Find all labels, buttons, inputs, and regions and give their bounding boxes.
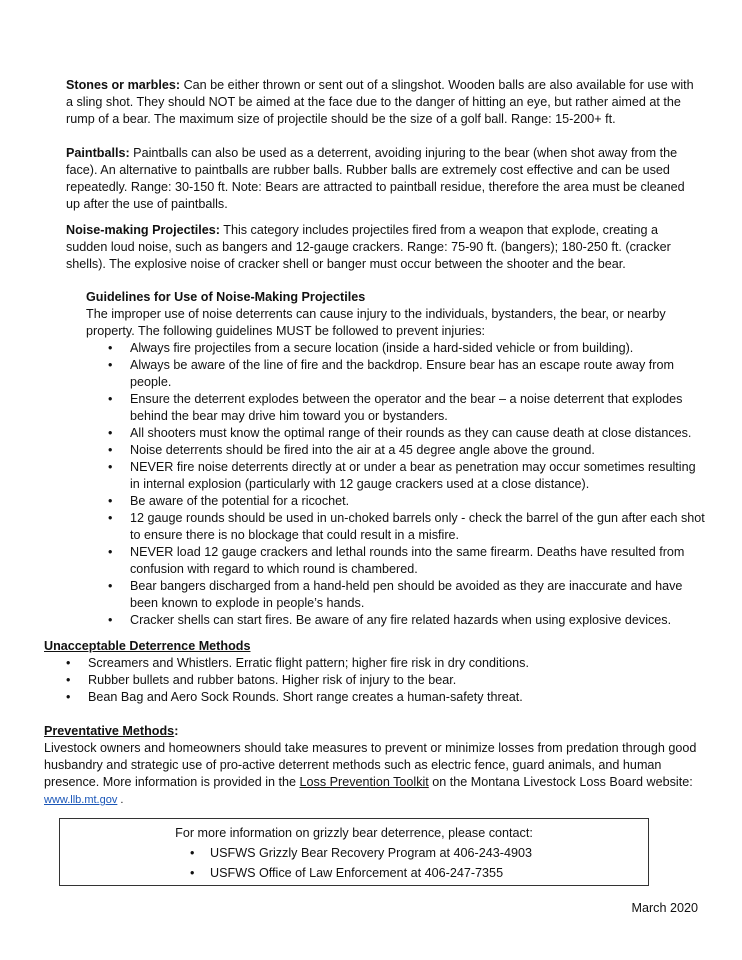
loss-prevention-toolkit-link[interactable]: Loss Prevention Toolkit (299, 775, 429, 789)
stones-text: Can be either thrown or sent out of a slingshot. Wooden balls are also available for use with a sling shot. They should NOT be aimed at the face due to the danger of hitting an eye, but rather aimed at the rump of a bear. The maximum size of projectile should be the size of a golf ball. Range: 15-200+ ft. (66, 78, 694, 126)
preventative-heading: Preventative Methods (44, 724, 175, 738)
bullet-icon: • (190, 846, 195, 860)
preventative-section (44, 723, 704, 809)
list-item-text: Bean Bag and Aero Sock Rounds. Short range creates a human-safety threat. (88, 690, 523, 704)
list-item-text: All shooters must know the optimal range of their rounds as they can cause death at close distances. (130, 426, 692, 440)
list-item (86, 544, 706, 578)
list-item (86, 391, 706, 425)
unacceptable-section (44, 638, 704, 706)
list-item (44, 655, 704, 672)
preventative-text (44, 740, 704, 809)
bullet-icon: • (66, 690, 71, 704)
website-trailing: . (117, 794, 124, 806)
contact-list (60, 845, 648, 882)
list-item (44, 672, 704, 689)
guidelines-intro: The improper use of noise deterrents can cause injury to the individuals, bystanders, the bear, or nearby property. The following guidelines MUST be followed to prevent injuries: (86, 307, 666, 338)
bullet-icon: • (66, 656, 71, 670)
bullet-icon: • (108, 341, 113, 355)
list-item (86, 442, 706, 459)
list-item (86, 357, 706, 391)
bullet-icon: • (108, 426, 113, 440)
noise-text: This category includes projectiles fired from a weapon that explode, creating a sudden loud noise, such as bangers and 12-gauge crackers. Range: 75-90 ft. (bangers); 180-250 ft. (cracker shells). The explosive noise of cracker shell or banger must occur between the shooter and the bear. (66, 223, 671, 271)
contact-item-text: USFWS Office of Law Enforcement at 406-247-7355 (210, 866, 504, 880)
list-item-text: Ensure the deterrent explodes between the operator and the bear – a noise deterrent that explodes behind the bear may drive him toward you or bystanders. (130, 392, 683, 423)
list-item-text: Screamers and Whistlers. Erratic flight pattern; higher fire risk in dry conditions. (88, 656, 529, 670)
list-item-text: Be aware of the potential for a ricochet. (130, 494, 350, 508)
list-item (86, 459, 706, 493)
list-item-text: NEVER fire noise deterrents directly at or under a bear as penetration may occur sometimes resulting in internal explosion (particularly with 12 gauge crackers used at a close distance). (130, 460, 696, 491)
list-item-text: Bear bangers discharged from a hand-held pen should be avoided as they are inaccurate and have been known to explode in people’s hands. (130, 579, 683, 610)
paintballs-text: Paintballs can also be used as a deterrent, avoiding injuring to the bear (when shot away from the face). An alternative to paintballs are rubber balls. Rubber balls are extremely cost effective and can be used repeatedly. Range: 30-150 ft. Note: Bears are attracted to paintball residue, therefore the area must be cleaned up after the use of paintballs. (66, 146, 685, 211)
bullet-icon: • (190, 866, 195, 880)
unacceptable-heading: Unacceptable Deterrence Methods (44, 639, 251, 653)
guidelines-section (86, 289, 706, 629)
guidelines-title: Guidelines for Use of Noise-Making Projectiles (86, 290, 366, 304)
noise-paragraph (66, 222, 702, 273)
bullet-icon: • (66, 673, 71, 687)
list-item-text: 12 gauge rounds should be used in un-choked barrels only - check the barrel of the gun after each shot to ensure there is no blockage that could result in a misfire. (130, 511, 705, 542)
unacceptable-list (44, 655, 704, 706)
bullet-icon: • (108, 613, 113, 627)
bullet-icon: • (108, 511, 113, 525)
paintballs-heading: Paintballs: (66, 146, 130, 160)
bullet-icon: • (108, 358, 113, 372)
contact-item-text: USFWS Grizzly Bear Recovery Program at 406-243-4903 (210, 846, 532, 860)
list-item (60, 865, 648, 882)
bullet-icon: • (108, 460, 113, 474)
preventative-colon: : (174, 724, 179, 738)
bullet-icon: • (108, 392, 113, 406)
guidelines-list (86, 340, 706, 629)
list-item-text: NEVER load 12 gauge crackers and lethal rounds into the same firearm. Deaths have resulted from confusion with regard to which round is chambered. (130, 545, 685, 576)
stones-heading: Stones or marbles: (66, 78, 181, 92)
list-item (86, 493, 706, 510)
stones-paragraph (66, 77, 702, 128)
contact-box (59, 818, 649, 886)
list-item-text: Always fire projectiles from a secure location (inside a hard-sided vehicle or from building). (130, 341, 634, 355)
list-item (86, 425, 706, 442)
preventative-text-after: on the Montana Livestock Loss Board website: (428, 775, 693, 789)
bullet-icon: • (108, 494, 113, 508)
list-item (86, 510, 706, 544)
list-item-text: Noise deterrents should be fired into the air at a 45 degree angle above the ground. (130, 443, 595, 457)
list-item (86, 612, 706, 629)
bullet-icon: • (108, 579, 113, 593)
preventative-heading-line (44, 723, 704, 740)
list-item-text: Rubber bullets and rubber batons. Higher risk of injury to the bear. (88, 673, 457, 687)
list-item-text: Cracker shells can start fires. Be aware of any fire related hazards when using explosive devices. (130, 613, 672, 627)
paintballs-paragraph (66, 145, 702, 213)
list-item (86, 340, 706, 357)
preventative-text-before: Livestock owners and homeowners should take measures to prevent or minimize losses from predation through good husbandry and strategic use of pro-active deterrent methods such as electric fence, guard animals, and human presence. More information is provided in the (44, 741, 697, 789)
list-item-text: Always be aware of the line of fire and the backdrop. Ensure bear has an escape route away from people. (130, 358, 674, 389)
contact-title: For more information on grizzly bear deterrence, please contact: (175, 826, 533, 840)
list-item (60, 845, 648, 862)
website-link[interactable]: www.llb.mt.gov (44, 794, 118, 806)
list-item (44, 689, 704, 706)
document-date: March 2020 (631, 901, 698, 915)
bullet-icon: • (108, 443, 113, 457)
list-item (86, 578, 706, 612)
bullet-icon: • (108, 545, 113, 559)
noise-heading: Noise-making Projectiles: (66, 223, 220, 237)
